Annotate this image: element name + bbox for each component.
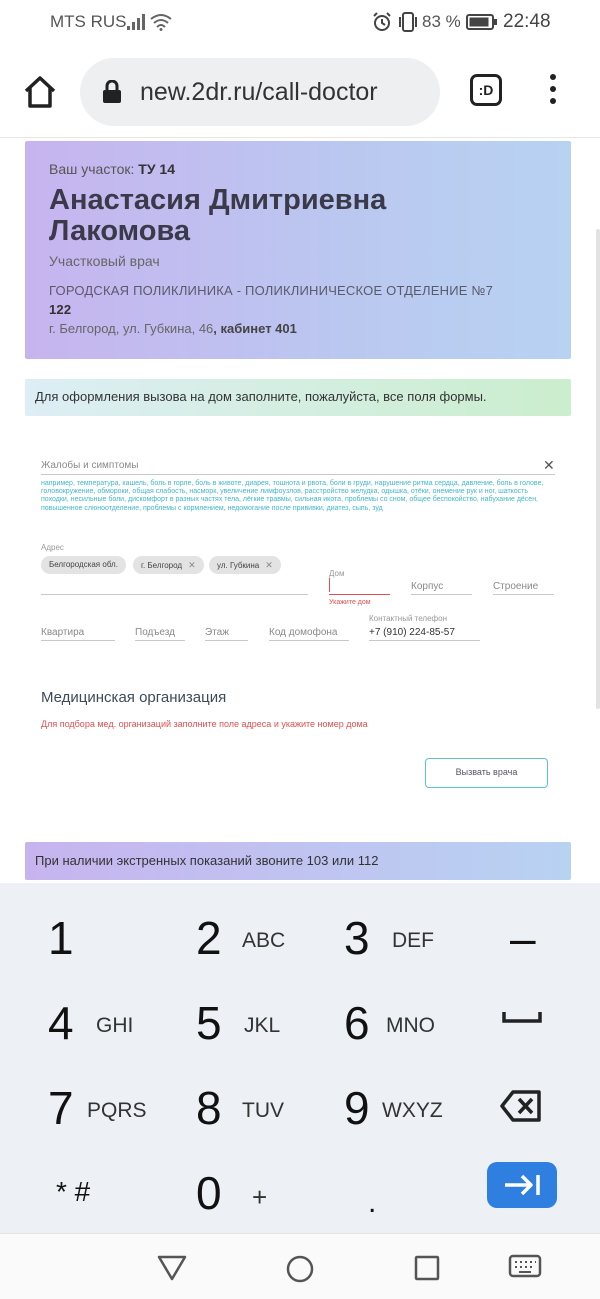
- district-value: ТУ 14: [138, 161, 176, 177]
- close-icon[interactable]: ✕: [543, 457, 555, 473]
- key-digit: 4: [48, 997, 74, 1049]
- chip-label: г. Белгород: [141, 561, 183, 570]
- key-digit: 9: [344, 1082, 370, 1134]
- next-field-button[interactable]: [487, 1162, 557, 1208]
- address-chip-city[interactable]: [133, 556, 204, 574]
- remove-chip-icon[interactable]: ✕: [265, 560, 273, 570]
- scrollbar[interactable]: [596, 229, 600, 709]
- key-minus[interactable]: [500, 891, 560, 971]
- lock-icon: [102, 80, 122, 104]
- browser-toolbar: [0, 44, 600, 138]
- address-text: г. Белгород, ул. Губкина, 46: [49, 321, 214, 336]
- symptoms-hint: например, температура, кашель, боль в горле, боль в животе, диарея, тошнота и рвота, боли в груди, нарушение ритма сердца, давление, боль в голове, головокружение, обмороки, общая слабость, насморк, увеличение лимфоузлов, расстройство желудка, одышка, отёки, онемение рук и ног, шаткость походки, несильные боли, дискомфорт в разных частях тела, лёгкие травмы, сильная икота, проблемы со сном, общее беспокойство, набухание дёсен, повышенное слюноотделение, проблемы с кормлением, недомогание после прививки, диатез, сыпь, зуд: [41, 480, 544, 512]
- district-label: Ваш участок:: [49, 161, 139, 177]
- status-bar: [0, 0, 600, 44]
- symptoms-underline: [41, 474, 555, 475]
- key-0[interactable]: [196, 1146, 306, 1226]
- doctor-name: Анастасия Дмитриевна Лакомова: [49, 184, 387, 247]
- apartment-underline: [41, 640, 115, 641]
- corpus-input[interactable]: Корпус: [411, 581, 444, 592]
- symptoms-input[interactable]: Жалобы и симптомы: [41, 460, 139, 471]
- clock: 22:48: [503, 11, 551, 32]
- battery-icon: [466, 13, 498, 31]
- key-letters: JKL: [244, 1014, 281, 1037]
- key-2[interactable]: [196, 891, 306, 971]
- cabinet: , кабинет 401: [213, 321, 297, 336]
- triangle-back-icon[interactable]: [157, 1254, 187, 1282]
- battery-percent: 83 %: [422, 12, 461, 31]
- key-digit: 6: [344, 997, 370, 1049]
- chip-label: Белгородская обл.: [49, 560, 118, 569]
- key-letters: GHI: [96, 1014, 134, 1037]
- address-label: Адрес: [41, 543, 64, 552]
- form-notice: [25, 379, 571, 416]
- key-6[interactable]: [344, 976, 454, 1056]
- space-icon: [502, 1010, 542, 1024]
- intercom-input[interactable]: Код домофона: [269, 627, 338, 638]
- key-backspace[interactable]: [495, 1061, 555, 1141]
- key-letters: WXYZ: [382, 1099, 443, 1122]
- key-1[interactable]: [48, 891, 148, 971]
- phone-label: Контактный телефон: [369, 614, 447, 623]
- text-caret: [329, 578, 330, 592]
- key-digit: 2: [196, 912, 222, 964]
- numeric-keyboard: [0, 883, 600, 1233]
- page-content: [0, 139, 600, 883]
- key-9[interactable]: [344, 1061, 454, 1141]
- apartment-input[interactable]: Квартира: [41, 627, 85, 638]
- key-digit: 0: [196, 1167, 222, 1219]
- floor-input[interactable]: Этаж: [205, 627, 229, 638]
- building-input[interactable]: Строение: [493, 581, 539, 592]
- floor-underline: [205, 640, 248, 641]
- house-label: Дом: [329, 569, 345, 578]
- key-digit: 5: [196, 997, 222, 1049]
- medical-org-hint: Для подбора мед. организаций заполните поле адреса и укажите номер дома: [41, 719, 368, 729]
- key-digit: 7: [48, 1082, 74, 1134]
- square-recent-icon[interactable]: [413, 1254, 441, 1282]
- key-digit: 1: [48, 912, 74, 964]
- vibrate-icon: [397, 12, 419, 32]
- chip-label: ул. Губкина: [217, 561, 260, 570]
- doctor-card: [25, 141, 571, 359]
- signal-icon: [126, 13, 146, 31]
- circle-home-icon[interactable]: [285, 1254, 315, 1284]
- keyboard-icon[interactable]: [508, 1254, 542, 1280]
- home-icon[interactable]: [22, 74, 58, 110]
- alarm-icon: [372, 12, 392, 32]
- doctor-role: Участковый врач: [49, 253, 160, 269]
- building-underline: [493, 594, 554, 595]
- key-symbols: * #: [56, 1176, 91, 1207]
- house-error: Укажите дом: [329, 599, 371, 606]
- carrier-name: MTS RUS: [50, 12, 127, 31]
- key-letters: ABC: [242, 929, 286, 952]
- clinic-name: [49, 281, 519, 319]
- backspace-icon: [499, 1089, 543, 1123]
- phone-input[interactable]: +7 (910) 224-85-57: [369, 627, 455, 638]
- address-chip-street[interactable]: [209, 556, 281, 574]
- district: [49, 161, 175, 177]
- more-vert-icon[interactable]: [548, 74, 558, 108]
- system-nav-bar: [0, 1233, 600, 1299]
- tabs-button[interactable]: :D: [470, 74, 502, 106]
- key-4[interactable]: [48, 976, 148, 1056]
- address-underline: [41, 594, 308, 595]
- url-text: new.2dr.ru/call-doctor: [140, 78, 378, 106]
- call-doctor-button[interactable]: Вызвать врача: [425, 758, 548, 788]
- key-letters: DEF: [392, 929, 434, 952]
- key-digit: 8: [196, 1082, 222, 1134]
- entrance-underline: [135, 640, 185, 641]
- house-input[interactable]: [329, 594, 390, 595]
- key-dot-glyph: .: [368, 1186, 377, 1219]
- clinic-number: 122: [49, 302, 72, 317]
- key-letters: MNO: [386, 1014, 435, 1037]
- key-letters: PQRS: [87, 1099, 147, 1122]
- key-plus: +: [252, 1182, 268, 1212]
- key-star-hash[interactable]: [56, 1146, 156, 1226]
- key-minus-glyph: –: [510, 912, 536, 964]
- remove-chip-icon[interactable]: ✕: [188, 560, 196, 570]
- entrance-input[interactable]: Подъезд: [135, 627, 175, 638]
- key-dot[interactable]: [364, 1146, 404, 1226]
- key-5[interactable]: [196, 976, 306, 1056]
- intercom-underline: [269, 640, 349, 641]
- emergency-banner: [25, 842, 571, 880]
- emergency-text: При наличии экстренных показаний звоните 103 или 112: [35, 853, 379, 868]
- clinic-address: [49, 321, 297, 336]
- phone-underline: [369, 640, 480, 641]
- key-8[interactable]: [196, 1061, 306, 1141]
- next-field-icon: [503, 1173, 541, 1197]
- key-letters: TUV: [242, 1099, 284, 1122]
- corpus-underline: [411, 594, 472, 595]
- address-chip-region[interactable]: [41, 556, 126, 574]
- medical-org-title: Медицинская организация: [41, 689, 227, 706]
- key-digit: 3: [344, 912, 370, 964]
- address-bar[interactable]: [80, 58, 440, 126]
- key-7[interactable]: [48, 1061, 148, 1141]
- key-space[interactable]: [500, 976, 560, 1056]
- wifi-icon: [150, 13, 172, 31]
- clinic-title: ГОРОДСКАЯ ПОЛИКЛИНИКА - ПОЛИКЛИНИЧЕСКОЕ ОТДЕЛЕНИЕ №7: [49, 283, 494, 298]
- key-3[interactable]: [344, 891, 454, 971]
- notice-text: Для оформления вызова на дом заполните, пожалуйста, все поля формы.: [35, 389, 487, 404]
